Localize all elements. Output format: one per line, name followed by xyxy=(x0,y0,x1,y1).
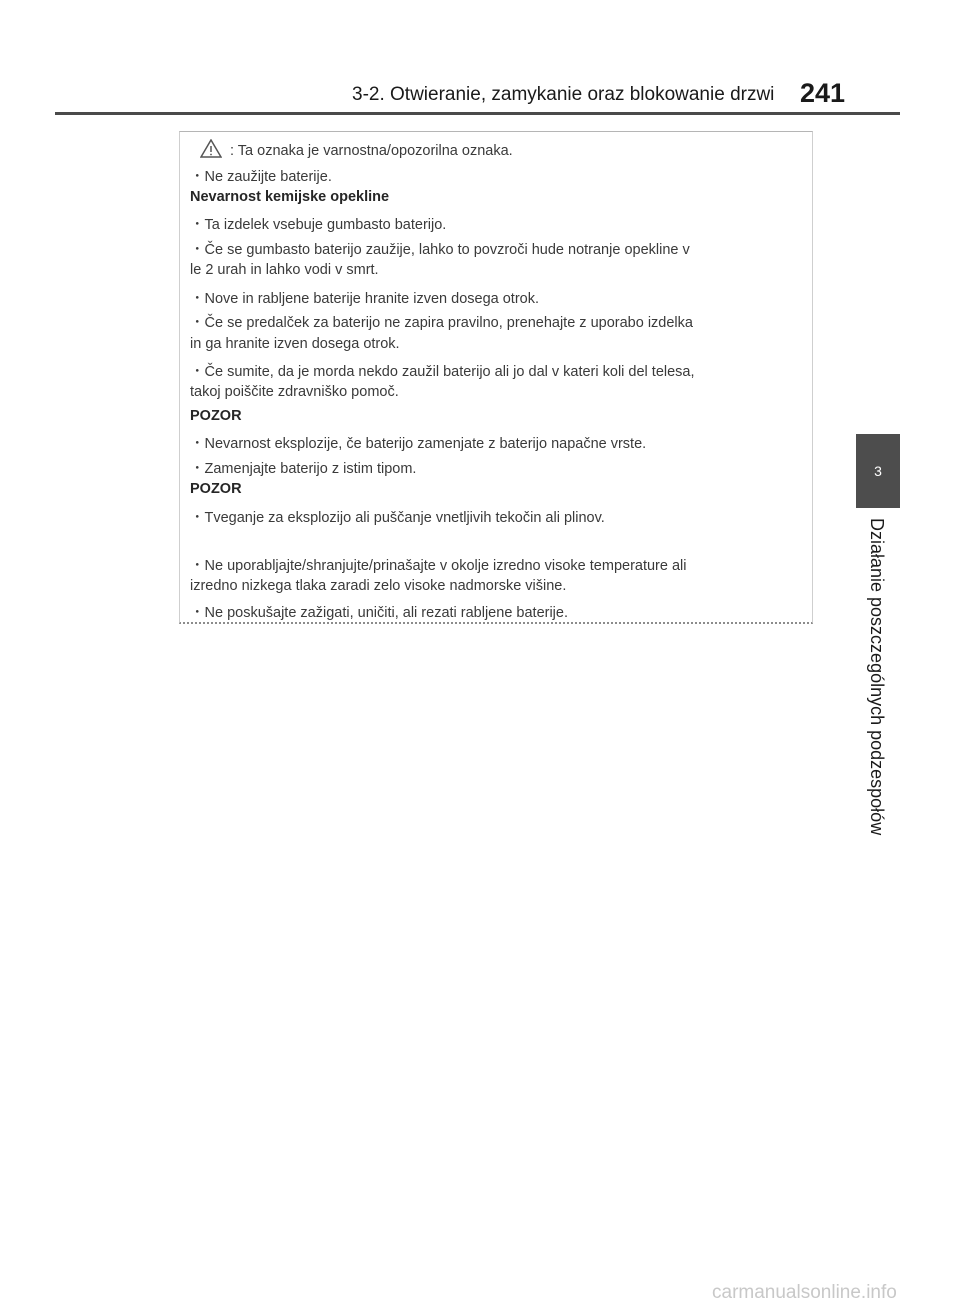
header-divider xyxy=(55,112,900,115)
warning-line: ・Če sumite, da je morda nekdo zaužil baterijo ali jo dal v kateri koli del telesa, xyxy=(190,364,695,380)
warning-heading: POZOR xyxy=(190,481,242,497)
chapter-tab xyxy=(856,434,900,508)
warning-line: ・Tveganje za eksplozijo ali puščanje vnetljivih tekočin ali plinov. xyxy=(190,510,605,526)
warning-line: ・Ne zaužijte baterije. xyxy=(190,169,332,185)
warning-line: in ga hranite izven dosega otrok. xyxy=(190,336,400,352)
warning-line: izredno nizkega tlaka zaradi zelo visoke nadmorske višine. xyxy=(190,578,567,594)
warning-intro-text: : Ta oznaka je varnostna/opozorilna oznaka. xyxy=(230,143,513,159)
page-number: 241 xyxy=(800,78,846,108)
warning-line: ・Ta izdelek vsebuje gumbasto baterijo. xyxy=(190,217,447,233)
chapter-label: Działanie poszczególnych podzespołów xyxy=(867,518,887,836)
warning-triangle-icon xyxy=(200,139,222,162)
section-title: 3-2. Otwieranie, zamykanie oraz blokowanie drzwi xyxy=(352,84,775,105)
warning-line: ・Ne uporabljajte/shranjujte/prinašajte v okolje izredno visoke temperature ali xyxy=(190,558,687,574)
warning-heading: Nevarnost kemijske opekline xyxy=(190,189,390,205)
warning-line: ・Nevarnost eksplozije, če baterijo zamenjate z baterijo napačne vrste. xyxy=(190,436,647,452)
warning-line: le 2 urah in lahko vodi v smrt. xyxy=(190,262,379,278)
warning-line: ・Nove in rabljene baterije hranite izven dosega otrok. xyxy=(190,291,540,307)
warning-line: ・Ne poskušajte zažigati, uničiti, ali rezati rabljene baterije. xyxy=(190,605,568,621)
battery-warning-box xyxy=(179,131,813,624)
warning-line: ・Če se predalček za baterijo ne zapira pravilno, prenehajte z uporabo izdelka xyxy=(190,315,693,331)
warning-line: takoj poiščite zdravniško pomoč. xyxy=(190,384,399,400)
warning-line: ・Če se gumbasto baterijo zaužije, lahko to povzroči hude notranje opekline v xyxy=(190,242,690,258)
chapter-number: 3 xyxy=(874,463,882,479)
watermark: carmanualsonline.info xyxy=(712,1282,897,1303)
warning-heading: POZOR xyxy=(190,408,242,424)
warning-line: ・Zamenjajte baterijo z istim tipom. xyxy=(190,461,417,477)
warning-intro-line xyxy=(200,139,513,162)
